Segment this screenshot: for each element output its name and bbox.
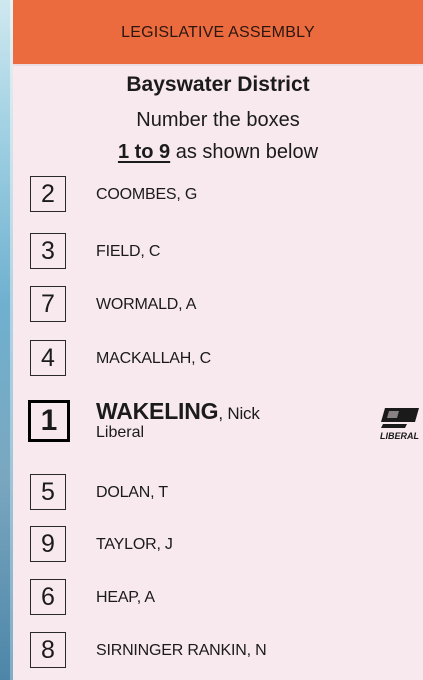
preference-box[interactable]: 7: [30, 286, 66, 322]
instructions-suffix: as shown below: [170, 141, 319, 163]
liberal-logo-icon: [379, 406, 423, 440]
candidate-name: WORMALD, A: [96, 296, 197, 313]
candidate-name: HEAP, A: [96, 589, 155, 606]
candidate-row: [13, 474, 423, 518]
district-name: Bayswater District: [126, 73, 310, 96]
svg-text:LIBERAL: LIBERAL: [380, 431, 419, 440]
candidate-name: DOLAN, T: [96, 484, 168, 501]
candidate-row: [13, 176, 423, 220]
instructions-range: 1 to 9: [117, 141, 171, 163]
candidate-name: COOMBES, G: [96, 186, 198, 203]
instructions-line-2: [13, 141, 423, 164]
candidate-name: SIRNINGER RANKIN, N: [96, 642, 267, 659]
candidate-row: [13, 286, 423, 330]
preference-box[interactable]: 2: [30, 176, 66, 212]
candidate-row: [13, 526, 423, 570]
candidate-given-name: , Nick: [218, 404, 260, 423]
candidate-row: [13, 340, 423, 384]
candidate-row: [13, 233, 423, 277]
preference-box-first[interactable]: 1: [28, 400, 70, 442]
candidate-name: TAYLOR, J: [96, 536, 173, 553]
preference-box[interactable]: 6: [30, 579, 66, 615]
ballot-header: [13, 0, 423, 64]
assembly-title: LEGISLATIVE ASSEMBLY: [121, 24, 315, 41]
instructions-line-1: Number the boxes: [136, 109, 300, 131]
preference-box[interactable]: 9: [30, 526, 66, 562]
candidate-name: FIELD, C: [96, 243, 161, 260]
candidate-row: [13, 579, 423, 623]
candidate-row-selected: [13, 400, 423, 444]
preference-box[interactable]: 3: [30, 233, 66, 269]
preference-box[interactable]: 8: [30, 632, 66, 668]
preference-box[interactable]: 5: [30, 474, 66, 510]
candidate-party: Liberal: [96, 424, 145, 441]
ballot-card: [13, 0, 423, 680]
candidate-name: [96, 398, 260, 425]
candidate-surname: WAKELING: [96, 398, 219, 424]
preference-box[interactable]: 4: [30, 340, 66, 376]
candidate-name: MACKALLAH, C: [96, 350, 211, 367]
candidate-row: [13, 632, 423, 676]
